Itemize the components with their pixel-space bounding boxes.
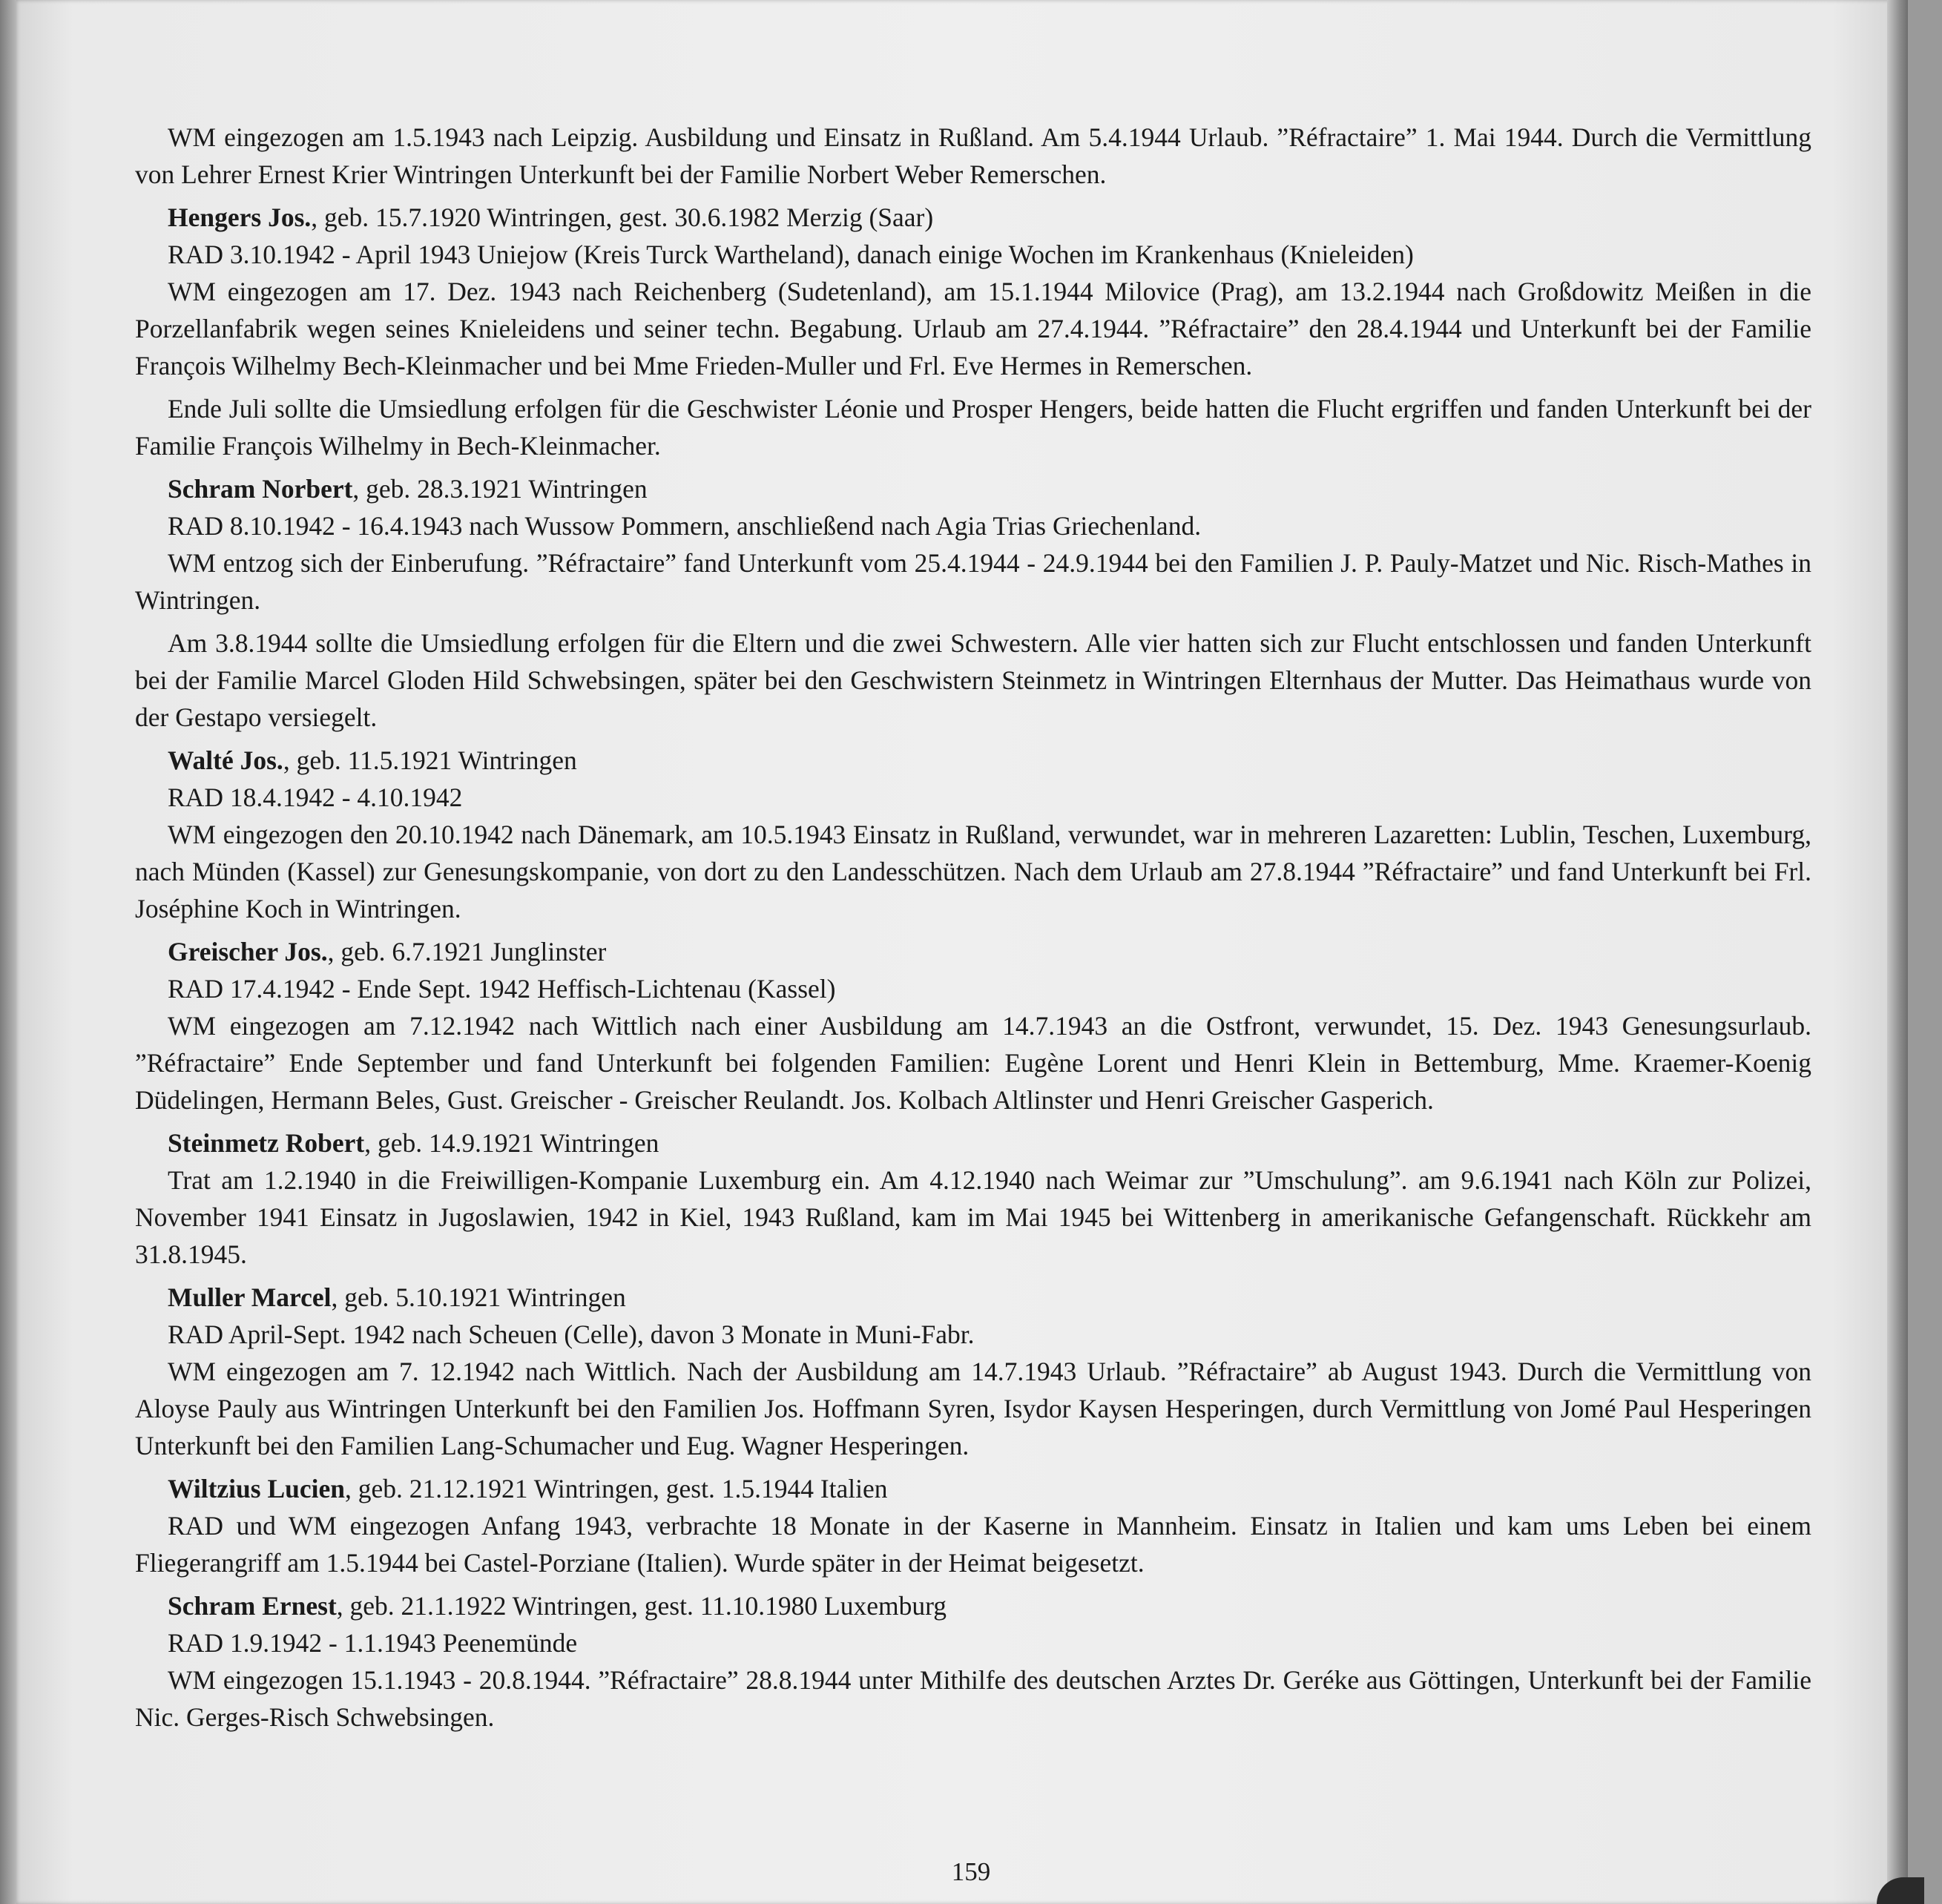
entry-paragraph: RAD und WM eingezogen Anfang 1943, verbrachte 18 Monate in der Kaserne in Mannheim. Einsatz in Italien und kam ums Leben bei einem Fliegerangriff am 1.5.1944 bei Castel-Porziane (Italien). Wurde später in der Heimat beigesetzt.: [135, 1511, 1811, 1578]
entry-heading: [135, 1470, 1811, 1507]
entry-info: , geb. 21.12.1921 Wintringen, gest. 1.5.1944 Italien: [345, 1474, 888, 1503]
entry-info: , geb. 21.1.1922 Wintringen, gest. 11.10.1980 Luxemburg: [336, 1591, 947, 1621]
entry-heading: [135, 742, 1811, 779]
entry-rad: RAD April-Sept. 1942 nach Scheuen (Celle), davon 3 Monate in Muni-Fabr.: [168, 1320, 975, 1349]
entry-paragraph: WM eingezogen den 20.10.1942 nach Dänemark, am 10.5.1943 Einsatz in Rußland, verwundet, war in mehreren Lazaretten: Lublin, Teschen, Luxemburg, nach Münden (Kassel) zur Genesungskompanie, von dort zu den Landesschützen. Nach dem Urlaub am 27.8.1944 ”Réfractaire” und fand Unterkunft bei Frl. Joséphine Koch in Wintringen.: [135, 820, 1811, 923]
entry-heading: [135, 1279, 1811, 1316]
intro-paragraph: WM eingezogen am 1.5.1943 nach Leipzig. Ausbildung und Einsatz in Rußland. Am 5.4.1944 Urlaub. ”Réfractaire” 1. Mai 1944. Durch die Vermittlung von Lehrer Ernest Krier Wintringen Unterkunft bei der Familie Norbert Weber Remerschen.: [135, 122, 1811, 189]
entry: [135, 470, 1811, 736]
page-binding: [1887, 0, 1908, 1904]
entry-paragraph: Ende Juli sollte die Umsiedlung erfolgen für die Geschwister Léonie und Prosper Hengers, beide hatten die Flucht ergriffen und fanden Unterkunft bei der Familie François Wilhelmy in Bech-Kleinmacher.: [135, 394, 1811, 461]
entry-name: Walté Jos.: [168, 745, 283, 775]
entry: [135, 199, 1811, 464]
entry-name: Steinmetz Robert: [168, 1128, 365, 1158]
entry-rad: RAD 1.9.1942 - 1.1.1943 Peenemünde: [168, 1628, 578, 1658]
entry-paragraph: WM eingezogen 15.1.1943 - 20.8.1944. ”Réfractaire” 28.8.1944 unter Mithilfe des deutschen Arztes Dr. Geréke aus Göttingen, Unterkunft bei der Familie Nic. Gerges-Risch Schwebsingen.: [135, 1665, 1811, 1732]
entry-paragraph: Trat am 1.2.1940 in die Freiwilligen-Kompanie Luxemburg ein. Am 4.12.1940 nach Weimar zur ”Umschulung”. am 9.6.1941 nach Köln zur Polizei, November 1941 Einsatz in Jugoslawien, 1942 in Kiel, 1943 Rußland, kam im Mai 1945 bei Wittenberg in amerikanische Gefangenschaft. Rückkehr am 31.8.1945.: [135, 1165, 1811, 1269]
entry-paragraph: Am 3.8.1944 sollte die Umsiedlung erfolgen für die Eltern und die zwei Schwestern. Alle vier hatten sich zur Flucht entschlossen und fanden Unterkunft bei der Familie Marcel Gloden Hild Schwebsingen, später bei den Geschwistern Steinmetz in Wintringen Elternhaus der Mutter. Das Heimathaus wurde von der Gestapo versiegelt.: [135, 628, 1811, 732]
entry-heading: [135, 933, 1811, 970]
entry-info: , geb. 5.10.1921 Wintringen: [331, 1282, 626, 1312]
entry-name: Schram Ernest: [168, 1591, 337, 1621]
entry-list: [135, 199, 1811, 1736]
entry-paragraph: WM eingezogen am 7.12.1942 nach Wittlich nach einer Ausbildung am 14.7.1943 an die Ostfront, verwundet, 15. Dez. 1943 Genesungsurlaub. ”Réfractaire” Ende September und fand Unterkunft bei folgenden Familien: Eugène Lorent und Henri Klein in Bettemburg, Mme. Kraemer-Koenig Düdelingen, Hermann Beles, Gust. Greischer - Greischer Reulandt. Jos. Kolbach Altlinster und Henri Greischer Gasperich.: [135, 1011, 1811, 1115]
entry: [135, 1124, 1811, 1273]
entry-paragraph: WM eingezogen am 7. 12.1942 nach Wittlich. Nach der Ausbildung am 14.7.1943 Urlaub. ”Réfractaire” ab August 1943. Durch die Vermittlung von Aloyse Pauly aus Wintringen Unterkunft bei den Familien Jos. Hoffmann Syren, Isydor Kaysen Hesperingen, durch Vermittlung von Jomé Paul Hesperingen Unterkunft bei den Familien Lang-Schumacher und Eug. Wagner Hesperingen.: [135, 1357, 1811, 1460]
entry-name: Wiltzius Lucien: [168, 1474, 346, 1503]
entry-rad: RAD 8.10.1942 - 16.4.1943 nach Wussow Pommern, anschließend nach Agia Trias Griechenland.: [168, 511, 1202, 541]
entry-heading: [135, 1124, 1811, 1162]
entry-info: , geb. 28.3.1921 Wintringen: [352, 474, 648, 504]
entry-paragraph: WM eingezogen am 17. Dez. 1943 nach Reichenberg (Sudetenland), am 15.1.1944 Milovice (Prag), am 13.2.1944 nach Großdowitz Meißen in die Porzellanfabrik wegen seines Knieleidens und seiner techn. Begabung. Urlaub am 27.4.1944. ”Réfractaire” den 28.4.1944 und Unterkunft bei der Familie François Wilhelmy Bech-Kleinmacher und bei Mme Frieden-Muller und Frl. Eve Hermes in Remerschen.: [135, 277, 1811, 381]
entry-heading: [135, 1587, 1811, 1624]
entry-rad: RAD 3.10.1942 - April 1943 Uniejow (Kreis Turck Wartheland), danach einige Wochen im Krankenhaus (Knieleiden): [168, 240, 1414, 269]
entry-paragraph: WM entzog sich der Einberufung. ”Réfractaire” fand Unterkunft vom 25.4.1944 - 24.9.1944 bei den Familien J. P. Pauly-Matzet und Nic. Risch-Mathes in Wintringen.: [135, 548, 1811, 615]
entry: [135, 742, 1811, 927]
entry-name: Schram Norbert: [168, 474, 353, 504]
entry-info: , geb. 14.9.1921 Wintringen: [364, 1128, 659, 1158]
entry-info: , geb. 6.7.1921 Junglinster: [327, 937, 607, 966]
entry-rad: RAD 17.4.1942 - Ende Sept. 1942 Heffisch-Lichtenau (Kassel): [168, 974, 836, 1004]
entry-name: Hengers Jos.: [168, 202, 312, 232]
entry: [135, 1470, 1811, 1581]
entry: [135, 1587, 1811, 1736]
entry-rad: RAD 18.4.1942 - 4.10.1942: [168, 783, 463, 812]
entry-name: Greischer Jos.: [168, 937, 328, 966]
entry-info: , geb. 11.5.1921 Wintringen: [283, 745, 577, 775]
document-body: [135, 119, 1811, 1742]
entry: [135, 1279, 1811, 1464]
entry-info: , geb. 15.7.1920 Wintringen, gest. 30.6.1982 Merzig (Saar): [311, 202, 934, 232]
entry-heading: [135, 199, 1811, 236]
page-number: 159: [951, 1857, 991, 1886]
entry-name: Muller Marcel: [168, 1282, 332, 1312]
entry: [135, 933, 1811, 1119]
page-left-edge: [0, 0, 16, 1904]
entry-heading: [135, 470, 1811, 507]
